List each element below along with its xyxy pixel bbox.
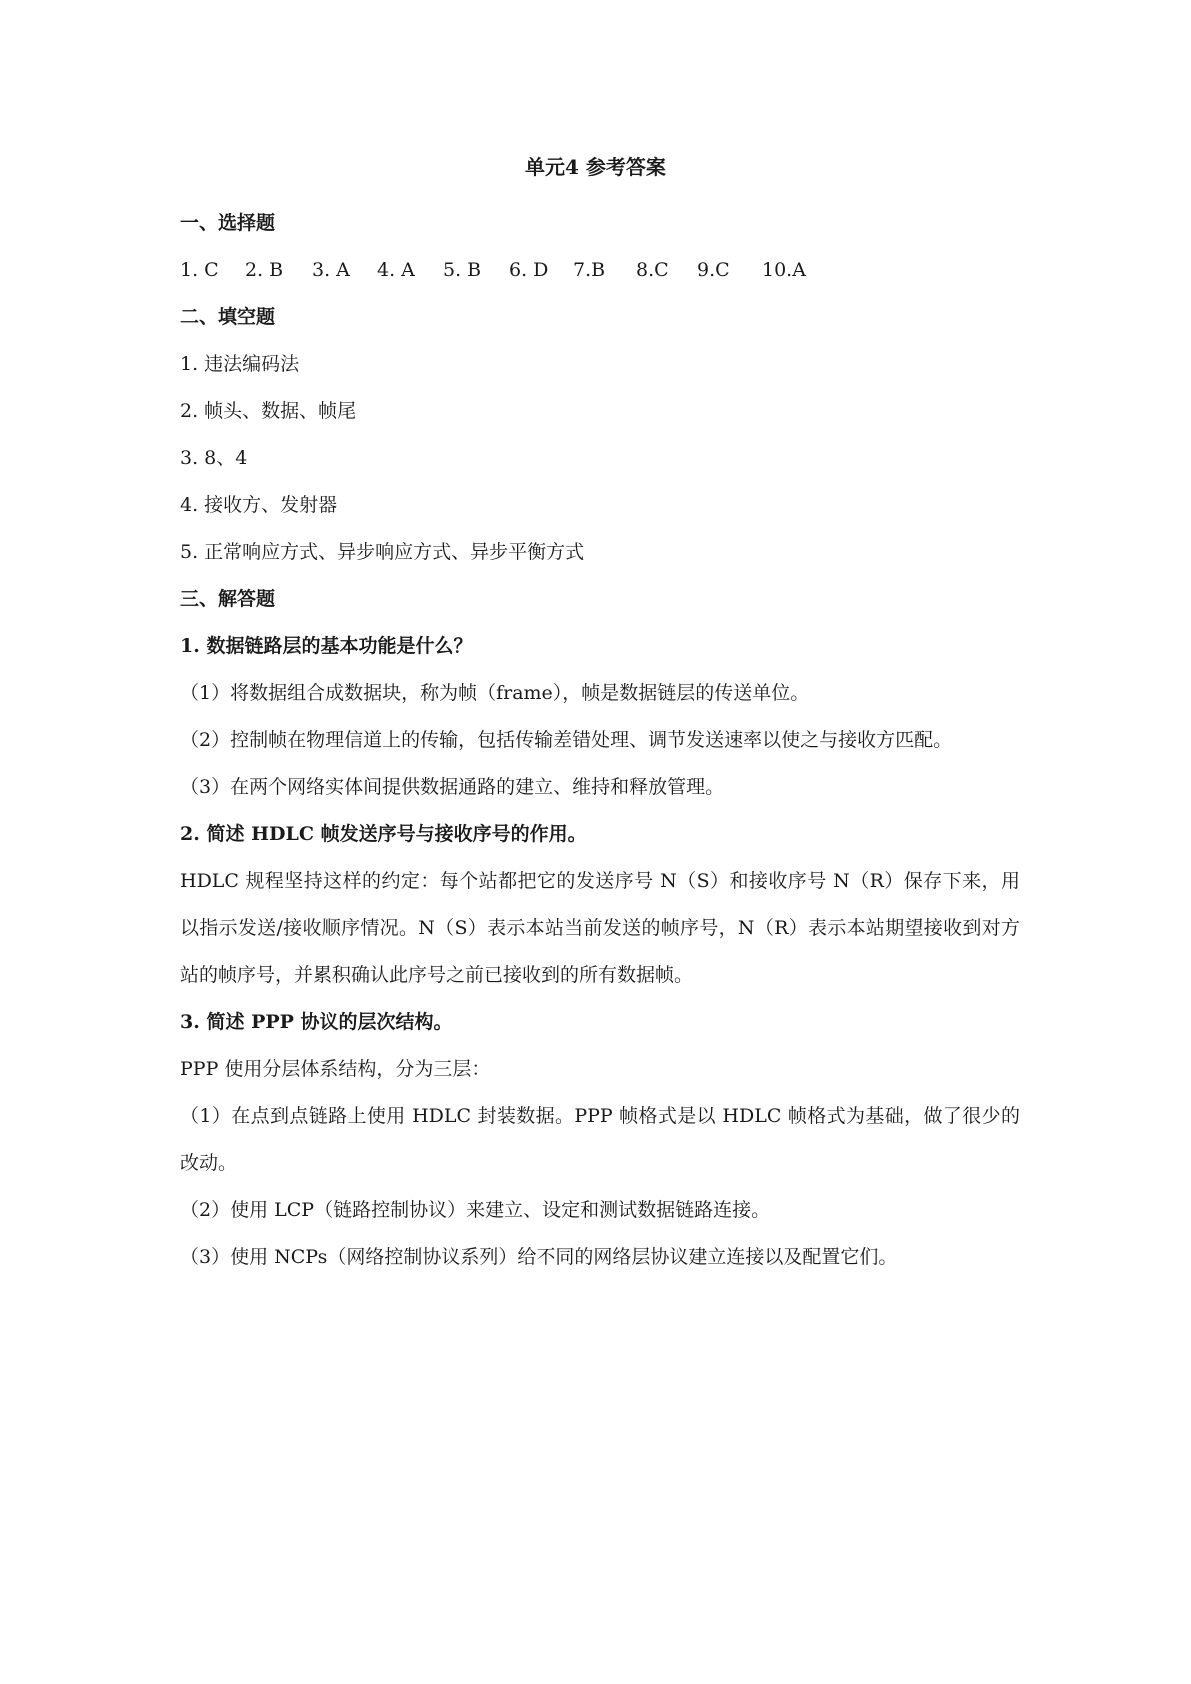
choice-answer: 1. C xyxy=(180,259,219,281)
fill-answer: 4. 接收方、发射器 xyxy=(180,494,338,516)
answer-line: （2）控制帧在物理信道上的传输，包括传输差错处理、调节发送速率以使之与接收方匹配。 xyxy=(180,729,953,751)
question-2: 2. 简述 HDLC 帧发送序号与接收序号的作用。 xyxy=(180,823,587,845)
section-heading-fill: 二、填空题 xyxy=(180,306,276,328)
answer-intro: PPP 使用分层体系结构，分为三层： xyxy=(180,1058,491,1080)
choice-answer: 3. A xyxy=(312,259,350,281)
choice-answer: 7.B xyxy=(573,259,606,281)
answer-paragraph: （1）在点到点链路上使用 HDLC 封装数据。PPP 帧格式是以 HDLC 帧格式为基础，做了很少的改动。 xyxy=(180,1105,1020,1174)
choice-answer: 6. D xyxy=(509,259,549,281)
section-heading-choice: 一、选择题 xyxy=(180,212,276,234)
fill-answer: 2. 帧头、数据、帧尾 xyxy=(180,400,357,422)
answer-line: （2）使用 LCP（链路控制协议）来建立、设定和测试数据链路连接。 xyxy=(180,1199,771,1221)
fill-answer: 5. 正常响应方式、异步响应方式、异步平衡方式 xyxy=(180,541,585,563)
answer-paragraph: HDLC 规程坚持这样的约定：每个站都把它的发送序号 N（S）和接收序号 N（R）保存下来，用以指示发送/接收顺序情况。N（S）表示本站当前发送的帧序号，N（R）表示本站期望接收到对方站的帧序号，并累积确认此序号之前已接收到的所有数据帧。 xyxy=(180,870,1020,986)
choice-answer: 8.C xyxy=(636,259,669,281)
question-3: 3. 简述 PPP 协议的层次结构。 xyxy=(180,1011,453,1033)
fill-answer: 3. 8、4 xyxy=(180,447,248,469)
question-1: 1. 数据链路层的基本功能是什么？ xyxy=(180,635,473,657)
choice-answers xyxy=(180,247,1020,294)
choice-answer: 10.A xyxy=(762,259,806,281)
choice-answer: 9.C xyxy=(697,259,730,281)
answer-line: （3）使用 NCPs（网络控制协议系列）给不同的网络层协议建立连接以及配置它们。 xyxy=(180,1246,898,1268)
answer-line: （1）将数据组合成数据块，称为帧（frame），帧是数据链层的传送单位。 xyxy=(180,682,810,704)
document-body xyxy=(180,200,1020,1281)
section-heading-short-answer: 三、解答题 xyxy=(180,588,276,610)
fill-answer: 1. 违法编码法 xyxy=(180,353,300,375)
choice-answer: 5. B xyxy=(443,259,482,281)
choice-answer: 4. A xyxy=(377,259,415,281)
answer-line: （3）在两个网络实体间提供数据通路的建立、维持和释放管理。 xyxy=(180,776,725,798)
page-title: 单元4 参考答案 xyxy=(525,155,666,179)
choice-answer: 2. B xyxy=(245,259,284,281)
